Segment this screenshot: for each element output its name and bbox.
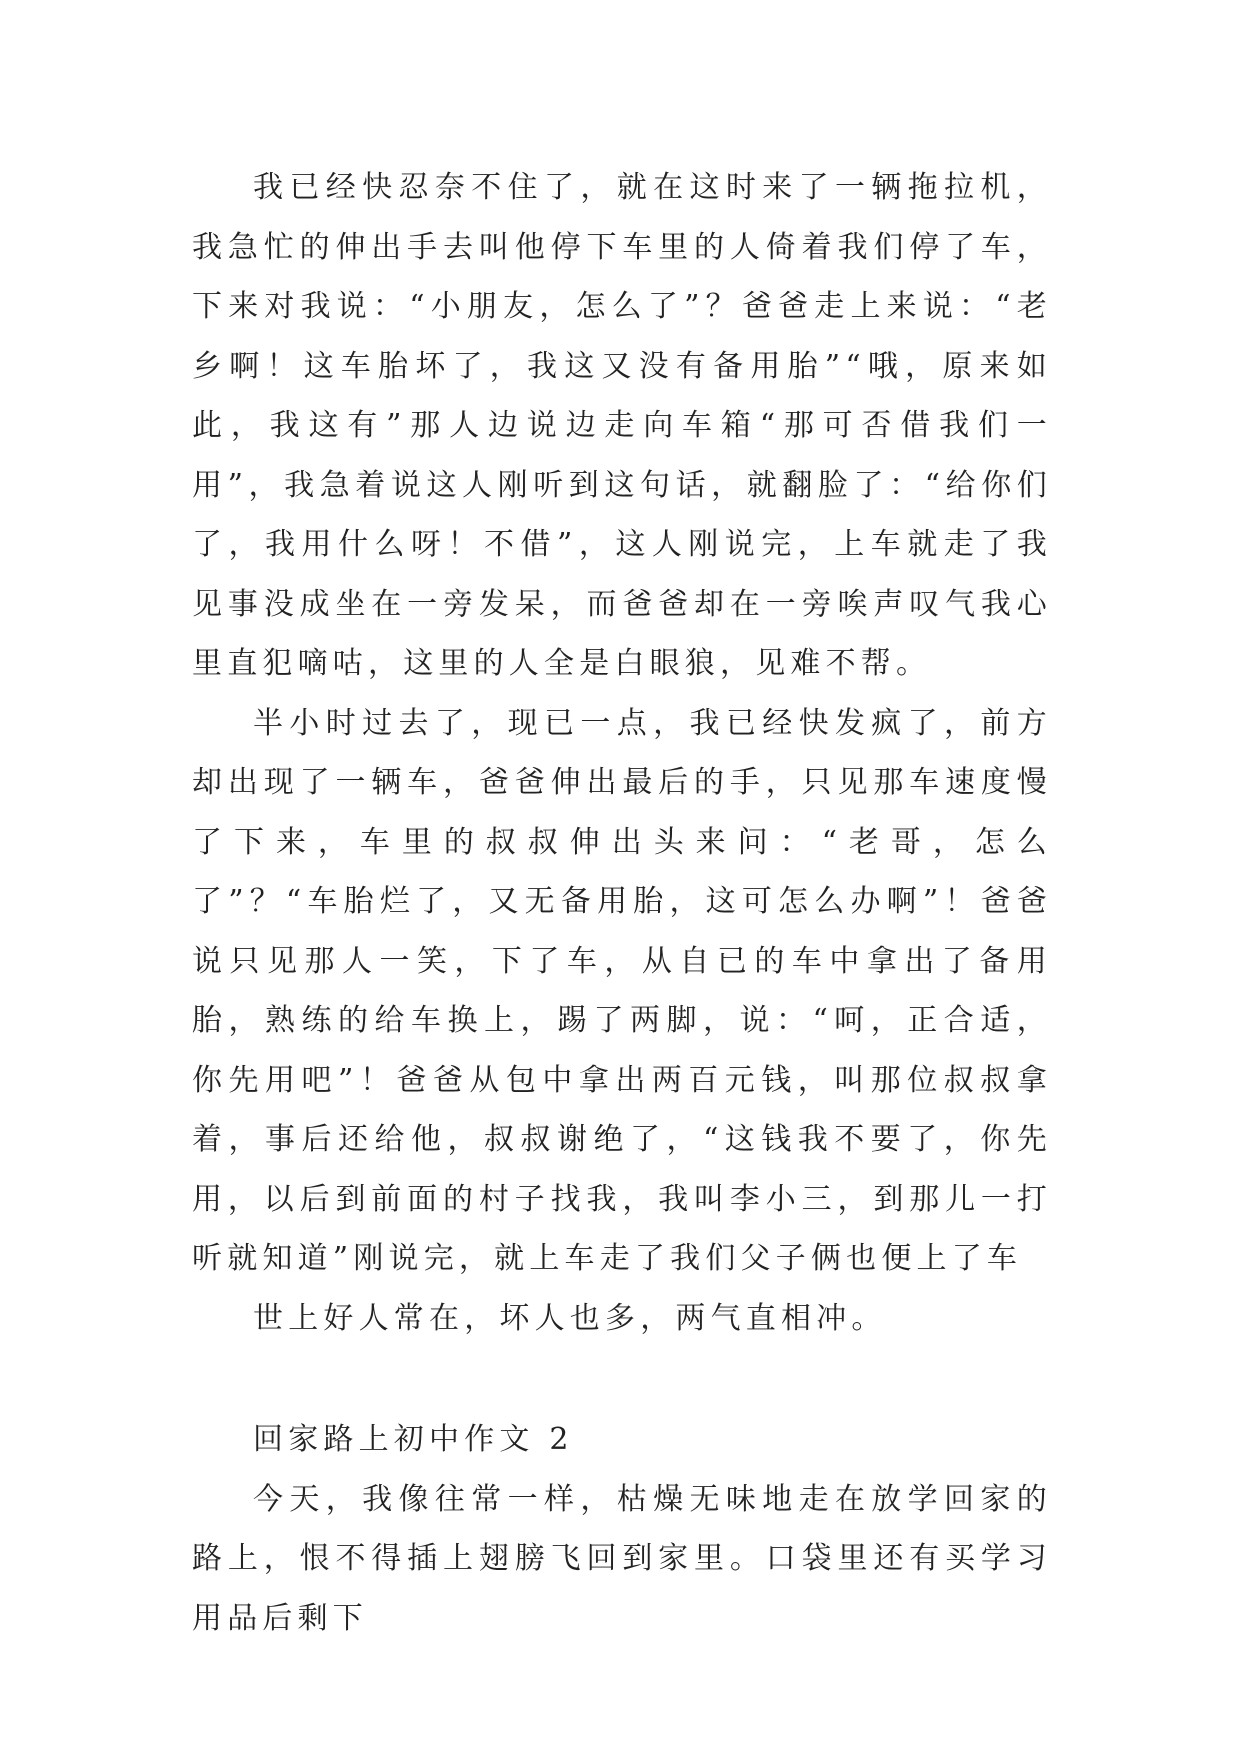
section-heading: 回家路上初中作文 2: [253, 1422, 574, 1457]
document-page: [192, 158, 1052, 1648]
paragraph-3: 世上好人常在，坏人也多，两气直相冲。: [253, 1300, 887, 1336]
paragraph-2: 半小时过去了，现已一点，我已经快发疯了，前方却出现了一辆车，爸爸伸出最后的手，只见那车速度慢了下来，车里的叔叔伸出头来问：“老哥，怎么了”？“车胎烂了，又无备用胎，这可怎么办啊”！爸爸说只见那人一笑，下了车，从自已的车中拿出了备用胎，熟练的给车换上，踢了两脚，说：“呵，正合适，你先用吧”！爸爸从包中拿出两百元钱，叫那位叔叔拿着，事后还给他，叔叔谢绝了，“这钱我不要了，你先用，以后到前面的村子找我，我叫李小三，到那儿一打听就知道”刚说完，就上车走了我们父子俩也便上了车: [192, 705, 1052, 1276]
section-spacer: [192, 1348, 1052, 1410]
paragraph-4: 今天，我像往常一样，枯燥无味地走在放学回家的路上，恨不得插上翅膀飞回到家里。口袋里还有买学习用品后剩下: [192, 1481, 1052, 1636]
paragraph-1: 我已经快忍奈不住了，就在这时来了一辆拖拉机，我急忙的伸出手去叫他停下车里的人倚着我们停了车，下来对我说：“小朋友，怎么了”？爸爸走上来说：“老乡啊！这车胎坏了，我这又没有备用胎”“哦，原来如此，我这有”那人边说边走向车箱“那可否借我们一用”，我急着说这人刚听到这句话，就翻脸了：“给你们了，我用什么呀！不借”，这人刚说完，上车就走了我见事没成坐在一旁发呆，而爸爸却在一旁唉声叹气我心里直犯嘀咕，这里的人全是白眼狼，见难不帮。: [192, 170, 1052, 681]
